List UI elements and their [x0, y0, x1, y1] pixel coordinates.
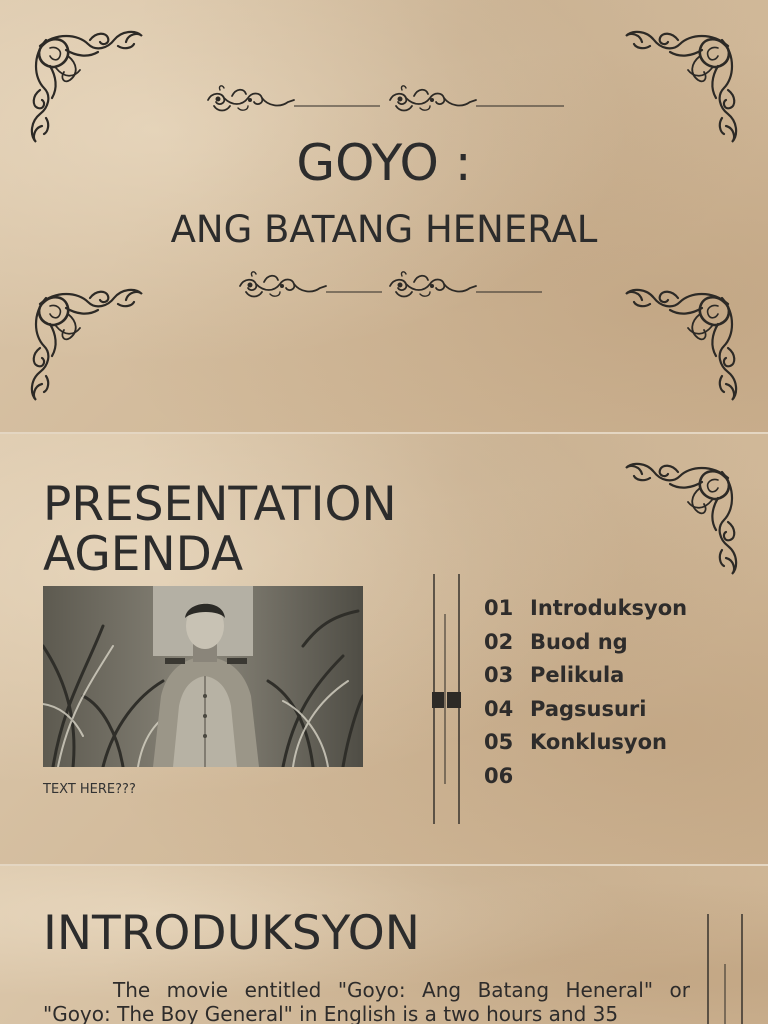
flourish-corner-icon — [622, 284, 742, 404]
agenda-heading-line1: PRESENTATION — [43, 477, 397, 532]
vertical-rule-decoration — [700, 914, 750, 1024]
agenda-item: 06 — [484, 763, 514, 788]
page-title: GOYO : — [296, 134, 472, 192]
flourish-corner-icon — [26, 26, 146, 146]
photo-caption: TEXT HERE??? — [43, 782, 136, 797]
page-subtitle: ANG BATANG HENERAL — [170, 208, 598, 251]
flourish-corner-icon — [622, 26, 742, 146]
agenda-list — [484, 596, 687, 798]
flourish-corner-icon — [26, 284, 146, 404]
agenda-item: 04 Pagsusuri — [484, 696, 647, 721]
vertical-rule-decoration — [425, 574, 470, 824]
soldier-photo — [43, 586, 363, 767]
section-title: INTRODUKSYON — [43, 906, 420, 961]
agenda-item: 02 Buod ng — [484, 629, 628, 654]
agenda-item: 05 Konklusyon — [484, 730, 667, 755]
title-slide — [0, 0, 768, 432]
scroll-divider-icon — [234, 270, 544, 300]
section-body-text: The movie entitled "Goyo: Ang Batang Heneral" or "Goyo: The Boy General" in English is a two hours and 35 — [43, 978, 690, 1024]
flourish-corner-icon — [622, 458, 742, 578]
agenda-heading — [43, 477, 397, 582]
agenda-slide — [0, 434, 768, 864]
introduction-slide — [0, 866, 768, 1024]
scroll-divider-icon — [202, 84, 567, 114]
agenda-heading-line2: AGENDA — [43, 527, 244, 582]
agenda-item: 03 Pelikula — [484, 663, 625, 688]
agenda-item: 01 Introduksyon — [484, 596, 688, 620]
